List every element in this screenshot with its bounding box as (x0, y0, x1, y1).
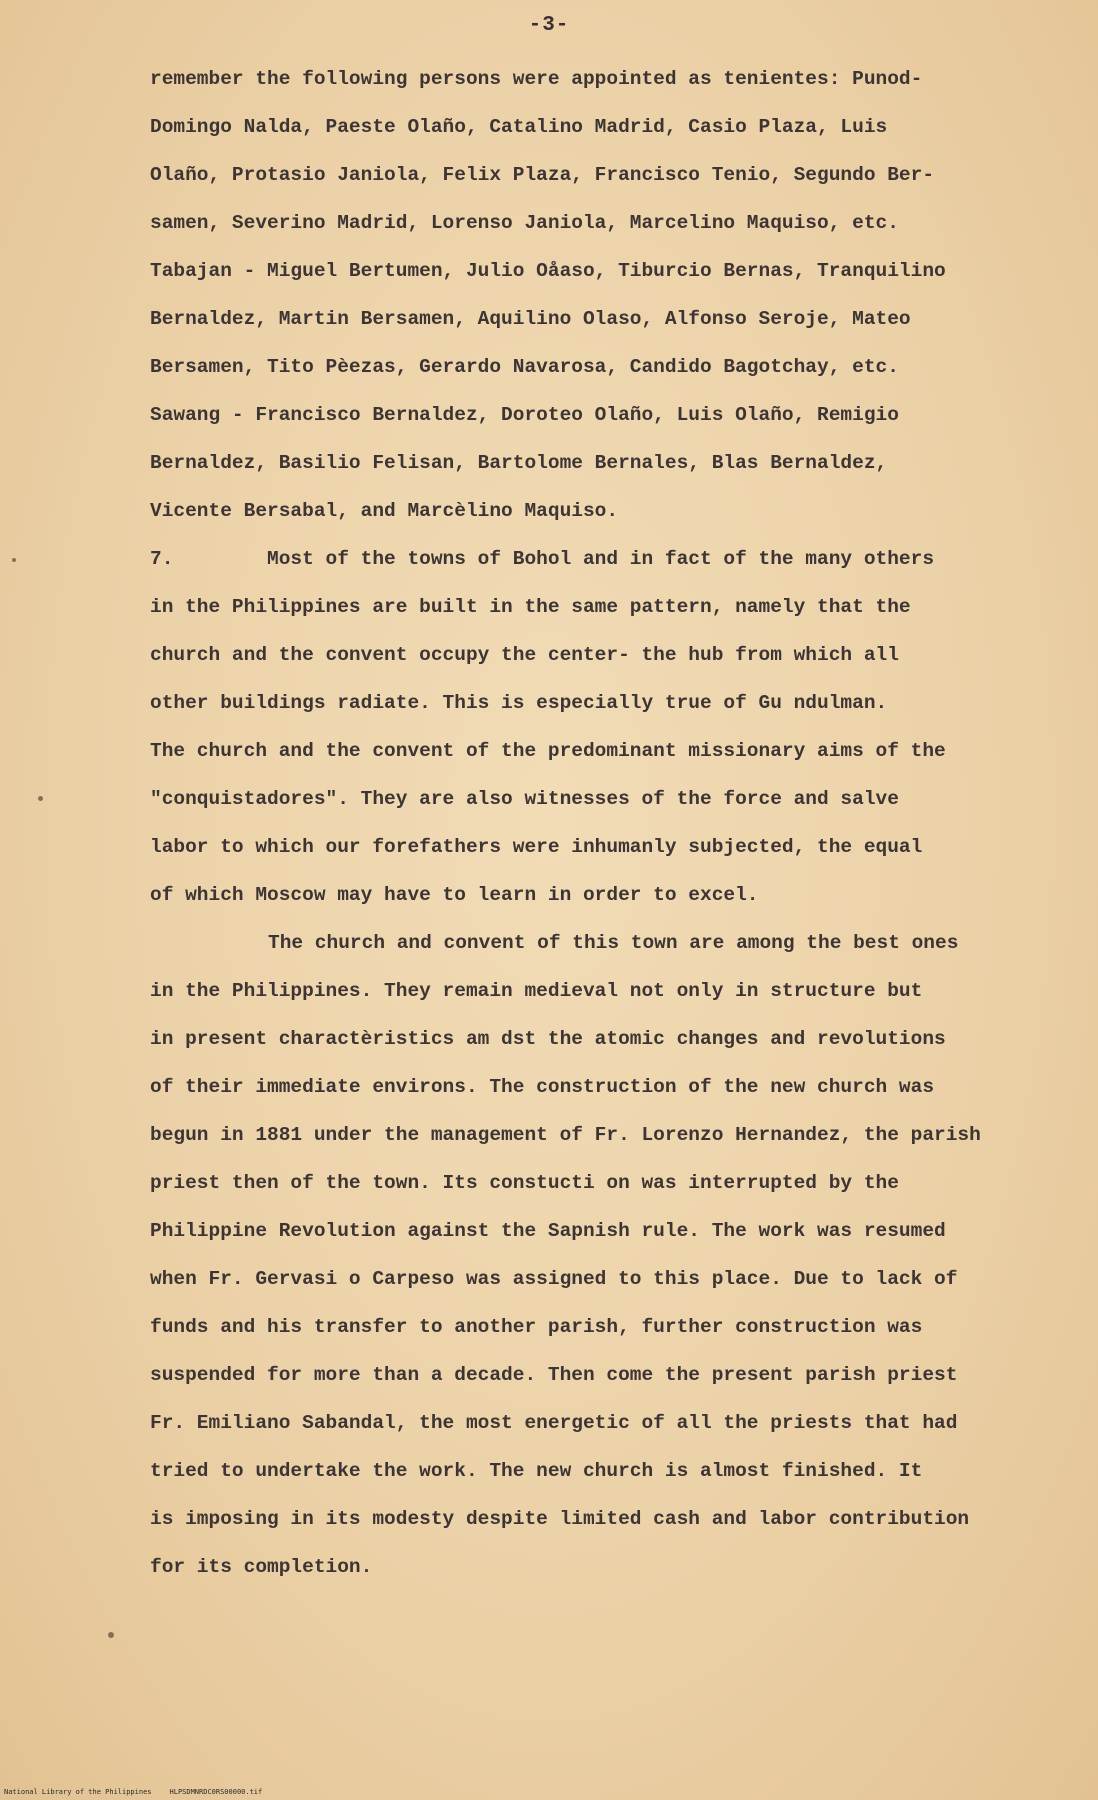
scan-footer (4, 1788, 262, 1796)
text-line: of which Moscow may have to learn in order to excel. (150, 884, 759, 906)
text-line: tried to undertake the work. The new church is almost finished. It (150, 1460, 923, 1482)
text-line: begun in 1881 under the management of Fr. Lorenzo Hernandez, the parish (150, 1124, 981, 1146)
text-line: Bernaldez, Basilio Felisan, Bartolome Bernales, Blas Bernaldez, (150, 452, 888, 474)
text-line: The church and convent of this town are among the best ones (268, 932, 959, 954)
text-line: remember the following persons were appointed as tenientes: Punod- (150, 68, 923, 90)
text-line: in present charactèristics am dst the atomic changes and revolutions (150, 1028, 946, 1050)
text-line: other buildings radiate. This is especially true of Gu ndulman. (150, 692, 888, 714)
text-line: Bernaldez, Martin Bersamen, Aquilino Olaso, Alfonso Seroje, Mateo (150, 308, 911, 330)
text-line: Philippine Revolution against the Sapnish rule. The work was resumed (150, 1220, 946, 1242)
text-line: church and the convent occupy the center- the hub from which all (150, 644, 899, 666)
text-line: Sawang - Francisco Bernaldez, Doroteo Olaño, Luis Olaño, Remigio (150, 404, 899, 426)
paragraph-section-7 (150, 535, 1010, 919)
text-line: Vicente Bersabal, and Marcèlino Maquiso. (150, 500, 619, 522)
text-line: is imposing in its modesty despite limited cash and labor contribution (150, 1508, 970, 1530)
text-line: in the Philippines. They remain medieval not only in structure but (150, 980, 923, 1002)
paragraph-tenientes-list (150, 55, 1010, 535)
footer-library: National Library of the Philippines (4, 1788, 152, 1796)
text-line: Bersamen, Tito Pèezas, Gerardo Navarosa, Candido Bagotchay, etc. (150, 356, 899, 378)
text-line: "conquistadores". They are also witnesses of the force and salve (150, 788, 899, 810)
text-line: of their immediate environs. The construction of the new church was (150, 1076, 935, 1098)
text-line: Olaño, Protasio Janiola, Felix Plaza, Francisco Tenio, Segundo Ber- (150, 164, 935, 186)
text-line: priest then of the town. Its constucti on was interrupted by the (150, 1172, 899, 1194)
text-line: Tabajan - Miguel Bertumen, Julio Oåaso, Tiburcio Bernas, Tranquilino (150, 260, 946, 282)
paper-speck (108, 1632, 114, 1638)
text-line: samen, Severino Madrid, Lorenso Janiola, Marcelino Maquiso, etc. (150, 212, 899, 234)
text-line: labor to which our forefathers were inhumanly subjected, the equal (150, 836, 923, 858)
text-line: The church and the convent of the predominant missionary aims of the (150, 740, 946, 762)
text-line: for its completion. (150, 1556, 373, 1578)
document-body (150, 55, 1010, 1591)
text-line: 7. Most of the towns of Bohol and in fact of the many others (150, 548, 935, 570)
paper-speck (38, 796, 43, 801)
text-line: Domingo Nalda, Paeste Olaño, Catalino Madrid, Casio Plaza, Luis (150, 116, 888, 138)
paper-speck (12, 558, 16, 562)
text-line: when Fr. Gervasi o Carpeso was assigned to this place. Due to lack of (150, 1268, 958, 1290)
paragraph-church-history (150, 919, 1010, 1591)
text-line: Fr. Emiliano Sabandal, the most energetic of all the priests that had (150, 1412, 958, 1434)
page-number: -3- (528, 14, 570, 37)
text-line: in the Philippines are built in the same pattern, namely that the (150, 596, 911, 618)
text-line: suspended for more than a decade. Then come the present parish priest (150, 1364, 958, 1386)
text-line: funds and his transfer to another parish, further construction was (150, 1316, 923, 1338)
footer-file-id: HLPSDMNRDC0RS00000.tif (169, 1788, 263, 1796)
